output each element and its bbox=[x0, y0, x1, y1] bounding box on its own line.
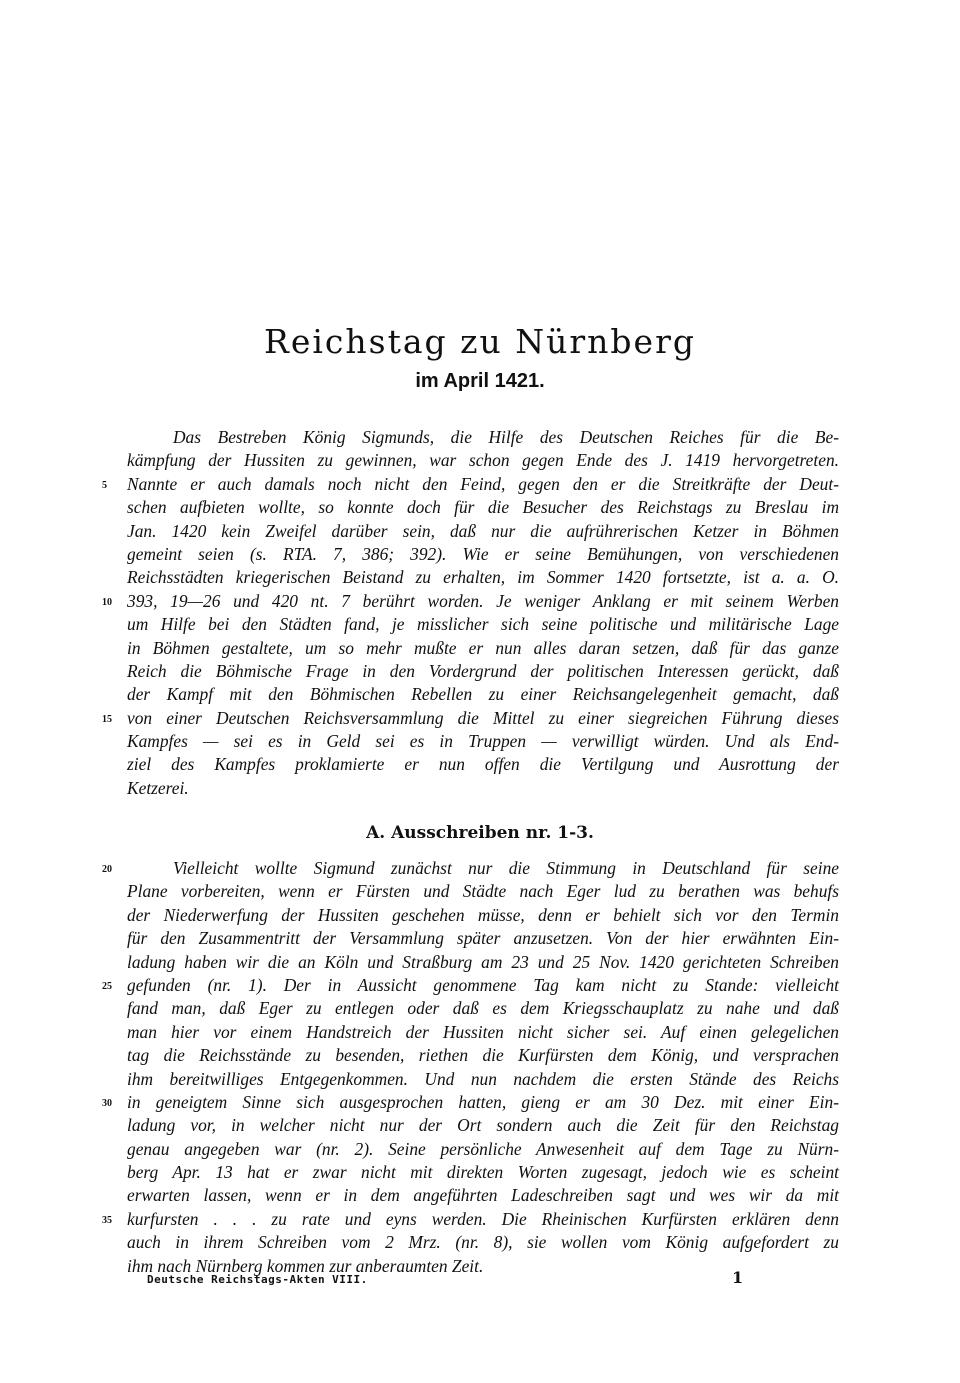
text-line bbox=[127, 1044, 839, 1067]
page-subtitle: im April 1421. bbox=[415, 370, 545, 392]
line-number: 5 bbox=[102, 479, 107, 491]
text-line bbox=[127, 1231, 839, 1254]
line-number: 15 bbox=[102, 713, 112, 725]
line-text: ihm nach Nürnberg kommen zur anberaumten Zeit. bbox=[127, 1255, 484, 1276]
line-text: Reich die Böhmische Frage in den Vordergrund der politischen Interessen gerückt, daß bbox=[127, 660, 839, 681]
line-number: 25 bbox=[102, 980, 112, 992]
line-text: Vielleicht wollte Sigmund zunächst nur die Stimmung in Deutschland für seine bbox=[173, 858, 839, 878]
line-text: tag die Reichsstände zu besenden, riethen die Kurfürsten dem König, und versprachen bbox=[127, 1045, 839, 1066]
text-line bbox=[127, 1068, 839, 1091]
text-line bbox=[102, 1091, 839, 1114]
text-line bbox=[127, 520, 839, 543]
text-line bbox=[127, 730, 839, 753]
section-paragraph bbox=[102, 857, 839, 1278]
text-line bbox=[127, 426, 839, 449]
text-line bbox=[127, 1138, 839, 1161]
text-line bbox=[127, 1161, 839, 1184]
line-text: in Böhmen gestaltete, um so mehr mußte er nun alles daran setzen, daß für das ganze bbox=[127, 637, 839, 658]
line-text: ziel des Kampfes proklamierte er nun offen die Vertilgung und Ausrottung der bbox=[127, 754, 839, 775]
text-line bbox=[127, 543, 839, 566]
text-line bbox=[127, 1184, 839, 1207]
text-line bbox=[127, 997, 839, 1020]
line-text: ladung haben wir die an Köln und Straßburg am 23 und 25 Nov. 1420 gerichteten Schreiben bbox=[127, 951, 839, 972]
line-text: Ketzerei. bbox=[127, 777, 189, 798]
section-heading: A. Ausschreiben nr. 1-3. bbox=[366, 823, 594, 843]
line-text: genau angegeben war (nr. 2). Seine persönliche Anwesenheit auf dem Tage zu Nürn- bbox=[127, 1138, 839, 1159]
text-line bbox=[127, 613, 839, 636]
line-text: 393, 19—26 und 420 nt. 7 berührt worden. Je weniger Anklang er mit seinem Werben bbox=[127, 590, 839, 611]
text-line bbox=[127, 496, 839, 519]
line-text: ihm bereitwilliges Entgegenkommen. Und nun nachdem die ersten Stände des Reichs bbox=[127, 1068, 839, 1089]
line-number: 20 bbox=[102, 864, 112, 875]
line-text: erwarten lassen, wenn er in dem angeführten Ladeschreiben sagt und wes wir da mit bbox=[127, 1185, 839, 1206]
line-text: kurfursten . . . zu rate und eyns werden. Die Rheinischen Kurfürsten erklären denn bbox=[127, 1208, 839, 1229]
line-text: Kampfes — sei es in Geld sei es in Truppen — verwilligt würden. Und als End- bbox=[127, 731, 839, 752]
text-line bbox=[102, 590, 839, 613]
line-text: Plane vorbereiten, wenn er Fürsten und Städte nach Eger lud zu berathen was behufs bbox=[127, 881, 839, 902]
text-line bbox=[127, 753, 839, 776]
text-line bbox=[127, 1021, 839, 1044]
text-line bbox=[127, 660, 839, 683]
line-text: der Niederwerfung der Hussiten geschehen müsse, denn er behielt sich vor den Termin bbox=[127, 904, 839, 925]
intro-paragraph bbox=[102, 426, 839, 800]
footer-series-title: Deutsche Reichstags-Akten VIII. bbox=[147, 1273, 368, 1286]
text-line bbox=[127, 927, 839, 950]
line-text: Reichsstädten kriegerischen Beistand zu erhalten, im Sommer 1420 fortsetzte, ist a. a. O. bbox=[127, 567, 839, 588]
text-line bbox=[127, 951, 839, 974]
footer-page-number: 1 bbox=[732, 1268, 744, 1287]
line-text: auch in ihrem Schreiben vom 2 Mrz. (nr. 8), sie wollen vom König aufgefordert zu bbox=[127, 1232, 839, 1253]
line-text: berg Apr. 13 hat er zwar nicht mit direkten Worten zugesagt, jedoch wie es scheint bbox=[127, 1162, 839, 1183]
line-text: der Kampf mit den Böhmischen Rebellen zu einer Reichsangelegenheit gemacht, daß bbox=[127, 684, 839, 705]
text-line bbox=[127, 683, 839, 706]
text-line bbox=[127, 637, 839, 660]
line-text: ladung vor, in welcher nicht nur der Ort sondern auch die Zeit für den Reichstag bbox=[127, 1115, 839, 1136]
line-text: gemeint seien (s. RTA. 7, 386; 392). Wie er seine Bemühungen, von verschiedenen bbox=[127, 543, 839, 564]
line-text: Jan. 1420 kein Zweifel darüber sein, daß nur die aufrührerischen Ketzer in Böhmen bbox=[127, 520, 839, 541]
line-text: von einer Deutschen Reichsversammlung die Mittel zu einer siegreichen Führung dieses bbox=[127, 707, 839, 728]
text-line bbox=[102, 1208, 839, 1231]
line-text: um Hilfe bei den Städten fand, je misslicher sich seine politische und militärische Lage bbox=[127, 614, 839, 635]
text-line bbox=[127, 777, 839, 800]
line-number: 35 bbox=[102, 1214, 112, 1226]
line-text: fand man, daß Eger zu entlegen oder daß es dem Kriegsschauplatz zu nahe und daß bbox=[127, 998, 839, 1019]
text-line bbox=[127, 1114, 839, 1137]
line-text: in geneigtem Sinne sich ausgesprochen hatten, gieng er am 30 Dez. mit einer Ein- bbox=[127, 1091, 839, 1112]
line-text: Das Bestreben König Sigmunds, die Hilfe des Deutschen Reiches für die Be- bbox=[173, 427, 839, 447]
line-number: 30 bbox=[102, 1097, 112, 1109]
line-text: gefunden (nr. 1). Der in Aussicht genommene Tag kam nicht zu Stande: vielleicht bbox=[127, 974, 839, 995]
text-line bbox=[127, 449, 839, 472]
text-line bbox=[127, 904, 839, 927]
text-line bbox=[127, 880, 839, 903]
line-text: Nannte er auch damals noch nicht den Feind, gegen den er die Streitkräfte der Deut- bbox=[127, 473, 839, 494]
text-line bbox=[127, 566, 839, 589]
page-title: Reichstag zu Nürnberg bbox=[264, 322, 696, 361]
line-text: man hier vor einem Handstreich der Hussiten nicht sicher sei. Auf einen gelegelichen bbox=[127, 1021, 839, 1042]
text-line bbox=[102, 974, 839, 997]
text-line bbox=[102, 707, 839, 730]
text-line bbox=[102, 473, 839, 496]
line-text: schen aufbieten wollte, so konnte doch für die Besucher des Reichstags zu Breslau im bbox=[127, 497, 839, 518]
line-text: für den Zusammentritt der Versammlung später anzusetzen. Von der hier erwähnten Ein- bbox=[127, 928, 839, 949]
text-line bbox=[102, 857, 839, 880]
line-text: kämpfung der Hussiten zu gewinnen, war schon gegen Ende des J. 1419 hervorgetreten. bbox=[127, 450, 839, 471]
line-number: 10 bbox=[102, 596, 112, 608]
